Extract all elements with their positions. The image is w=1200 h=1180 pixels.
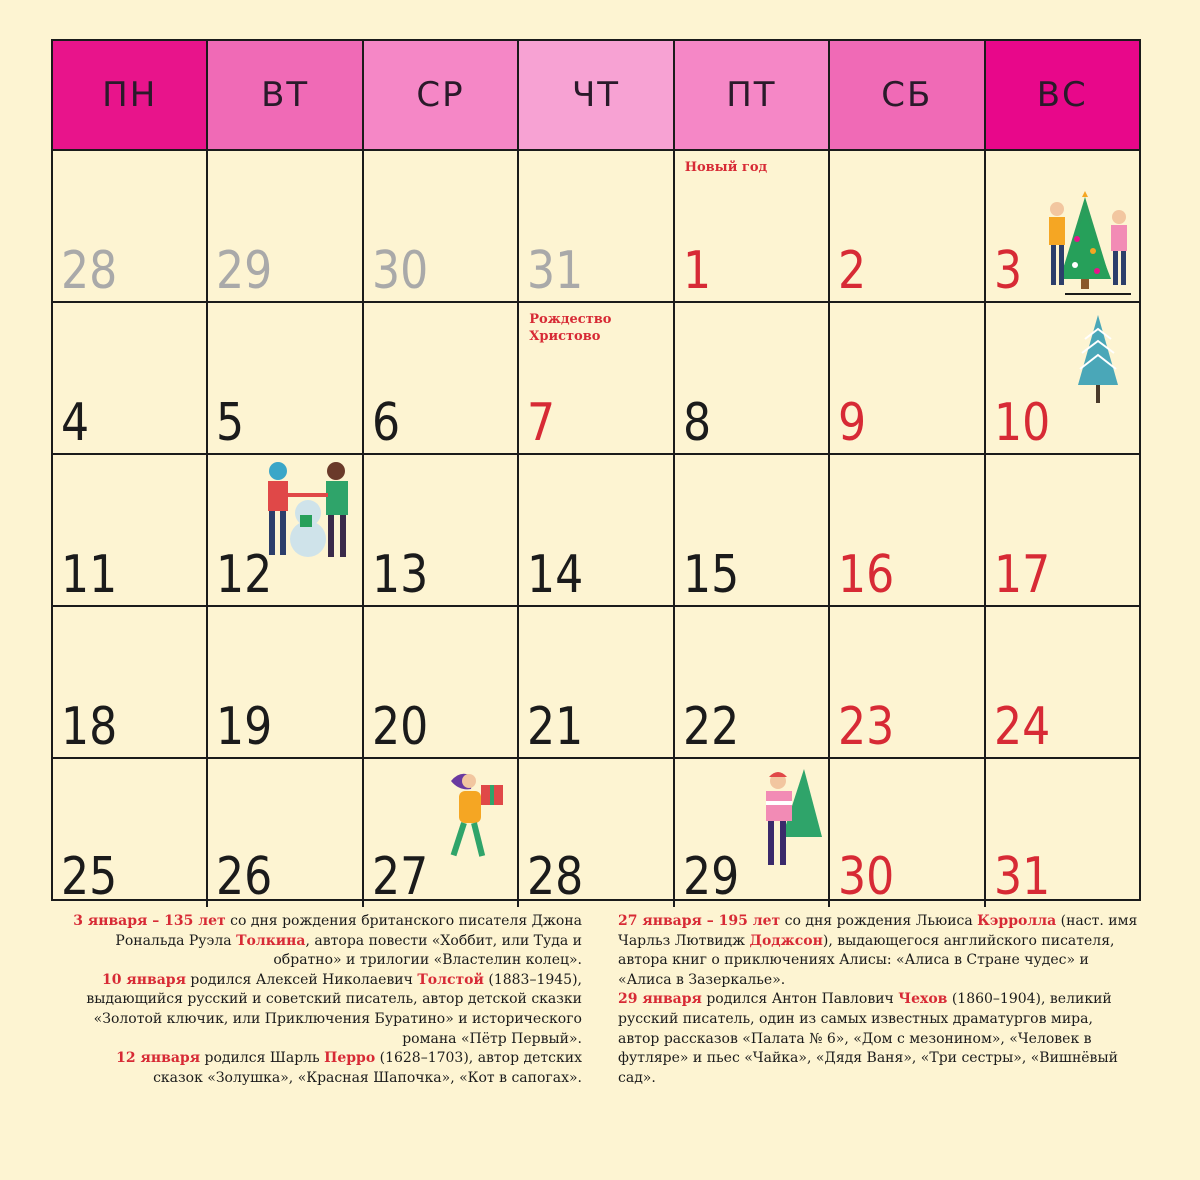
day-number: 31 xyxy=(993,847,1050,907)
calendar-day-cell xyxy=(53,759,208,907)
note-highlight: 29 января xyxy=(618,991,702,1008)
note-text: родился Антон Павлович xyxy=(701,991,899,1008)
calendar-day-cell xyxy=(208,759,363,907)
calendar-day-cell xyxy=(208,607,363,757)
holiday-label: Новый год xyxy=(684,160,768,175)
note-highlight: Кэрролла xyxy=(977,913,1057,929)
family-decorating-tree-icon xyxy=(1027,189,1135,299)
day-number: 29 xyxy=(216,241,273,301)
day-number: 17 xyxy=(993,545,1050,605)
note-text: (1628–1703), автор детских сказок «Золушка», «Красная Шапочка», «Кот в сапогах». xyxy=(153,1050,582,1086)
note-highlight: 3 января – 135 лет xyxy=(73,913,226,929)
day-number: 2 xyxy=(838,241,867,301)
calendar-day-cell xyxy=(986,303,1139,453)
day-number: 24 xyxy=(993,697,1050,757)
weekday-header-sat: СБ xyxy=(830,41,985,149)
day-number: 30 xyxy=(838,847,895,907)
day-number: 30 xyxy=(371,241,429,301)
note-text: (1860–1904), великий русский писатель, один из самых известных драматургов мира, автор рассказов «Палата № 6», «Дом с мезонином», «Человек в футляре» и пьес «Чайка», «Дядя Ваня», «Три сестры», «Вишнёвый сад». xyxy=(618,991,1118,1086)
weekday-header-sun: ВС xyxy=(986,41,1139,149)
calendar-week-row xyxy=(53,455,1139,607)
calendar-day-cell xyxy=(364,607,519,757)
day-number: 7 xyxy=(527,393,556,453)
note-text: со дня рождения Льюиса xyxy=(780,913,978,929)
day-number: 6 xyxy=(371,393,400,453)
weekday-header-tue: ВТ xyxy=(208,41,363,149)
calendar-day-cell xyxy=(986,455,1139,605)
note-highlight: Толстой xyxy=(417,971,484,988)
calendar-day-cell xyxy=(519,759,674,907)
snowman-building-icon xyxy=(260,459,356,563)
calendar-day-cell xyxy=(830,759,985,907)
day-number: 18 xyxy=(61,697,118,757)
day-number: 22 xyxy=(682,697,739,757)
calendar-day-cell xyxy=(519,455,674,605)
calendar-week-row xyxy=(53,759,1139,907)
calendar-day-cell xyxy=(364,303,519,453)
day-number: 4 xyxy=(61,393,90,453)
calendar-day-cell xyxy=(364,759,519,907)
day-number: 27 xyxy=(371,847,429,907)
day-number: 29 xyxy=(682,847,739,907)
note-paragraph xyxy=(618,990,1138,1088)
day-number: 28 xyxy=(61,241,118,301)
note-text: родился Шарль xyxy=(200,1050,325,1067)
day-number: 13 xyxy=(371,545,429,605)
calendar-day-cell xyxy=(208,303,363,453)
day-number: 31 xyxy=(527,241,584,301)
note-paragraph xyxy=(618,912,1138,990)
calendar-grid xyxy=(51,39,1141,907)
note-highlight: 12 января xyxy=(116,1050,201,1067)
day-number: 10 xyxy=(993,393,1050,453)
day-number: 11 xyxy=(61,545,118,605)
person-carrying-tree-icon xyxy=(752,767,824,871)
note-text: (1883–1945), выдающийся русский и советский писатель, автор детской сказки «Золотой ключик, или Приключения Буратино» и исторического романа «Пётр Первый». xyxy=(86,971,582,1047)
day-number: 15 xyxy=(682,545,739,605)
calendar-week-row xyxy=(53,151,1139,303)
calendar-day-cell xyxy=(208,151,363,301)
note-highlight: 27 января – 195 лет xyxy=(618,913,781,929)
day-number: 1 xyxy=(682,241,711,301)
calendar-day-cell xyxy=(53,303,208,453)
note-text: со дня рождения британского писателя Джона Рональда Руэла xyxy=(115,913,582,949)
note-highlight: 10 января xyxy=(102,971,186,988)
weekday-header-row xyxy=(53,41,1139,151)
day-number: 12 xyxy=(216,545,273,605)
holiday-label: Рождество Христово xyxy=(529,312,612,344)
note-highlight: Толкина xyxy=(236,932,306,949)
day-number: 16 xyxy=(838,545,895,605)
calendar-day-cell xyxy=(830,455,985,605)
calendar-day-cell xyxy=(675,759,830,907)
calendar-day-cell xyxy=(519,607,674,757)
calendar-day-cell xyxy=(675,607,830,757)
day-number: 5 xyxy=(216,393,245,453)
day-number: 23 xyxy=(838,697,895,757)
note-text: , автора повести «Хоббит, или Туда и обратно» и трилогии «Властелин колец». xyxy=(273,932,582,969)
calendar-day-cell xyxy=(675,151,830,301)
note-paragraph xyxy=(62,912,582,971)
day-number: 21 xyxy=(527,697,584,757)
day-number: 28 xyxy=(527,847,584,907)
day-number: 25 xyxy=(61,847,118,907)
calendar-day-cell xyxy=(986,151,1139,301)
fir-tree-icon xyxy=(1073,313,1123,405)
day-number: 19 xyxy=(216,697,273,757)
calendar-day-cell xyxy=(364,455,519,605)
note-highlight: Перро xyxy=(324,1050,376,1067)
calendar-day-cell xyxy=(986,607,1139,757)
calendar-day-cell xyxy=(675,455,830,605)
calendar-day-cell xyxy=(53,455,208,605)
calendar-day-cell xyxy=(208,455,363,605)
day-number: 14 xyxy=(527,545,584,605)
calendar-week-row xyxy=(53,607,1139,759)
note-paragraph xyxy=(62,971,582,1049)
note-paragraph xyxy=(62,1049,582,1088)
weekday-header-fri: ПТ xyxy=(675,41,830,149)
calendar-day-cell xyxy=(519,151,674,301)
calendar-day-cell xyxy=(830,607,985,757)
calendar-day-cell xyxy=(53,151,208,301)
calendar-day-cell xyxy=(830,151,985,301)
day-number: 3 xyxy=(993,241,1022,301)
calendar-day-cell xyxy=(364,151,519,301)
calendar-day-cell xyxy=(986,759,1139,907)
calendar-day-cell xyxy=(830,303,985,453)
day-number: 9 xyxy=(838,393,867,453)
weekday-header-thu: ЧТ xyxy=(519,41,674,149)
calendar-week-row xyxy=(53,303,1139,455)
calendar-day-cell xyxy=(675,303,830,453)
note-text: (наст. имя Чарльз Лютвидж xyxy=(618,913,1138,949)
note-text: ), выдающегося английского писателя, автора книг о приключениях Алисы: «Алиса в Стране чудес» и «Алиса в Зазеркалье». xyxy=(618,932,1115,988)
weekday-header-mon: ПН xyxy=(53,41,208,149)
calendar-day-cell xyxy=(53,607,208,757)
woman-carrying-gift-icon xyxy=(443,767,511,867)
note-text: родился Алексей Николаевич xyxy=(185,971,418,988)
weekday-header-wed: СР xyxy=(364,41,519,149)
note-highlight: Чехов xyxy=(898,991,948,1008)
notes-right-column xyxy=(618,912,1138,1088)
day-number: 20 xyxy=(371,697,429,757)
note-highlight: Доджсон xyxy=(749,932,823,949)
notes-left-column xyxy=(62,912,582,1088)
calendar-day-cell xyxy=(519,303,674,453)
day-number: 26 xyxy=(216,847,273,907)
day-number: 8 xyxy=(682,393,711,453)
